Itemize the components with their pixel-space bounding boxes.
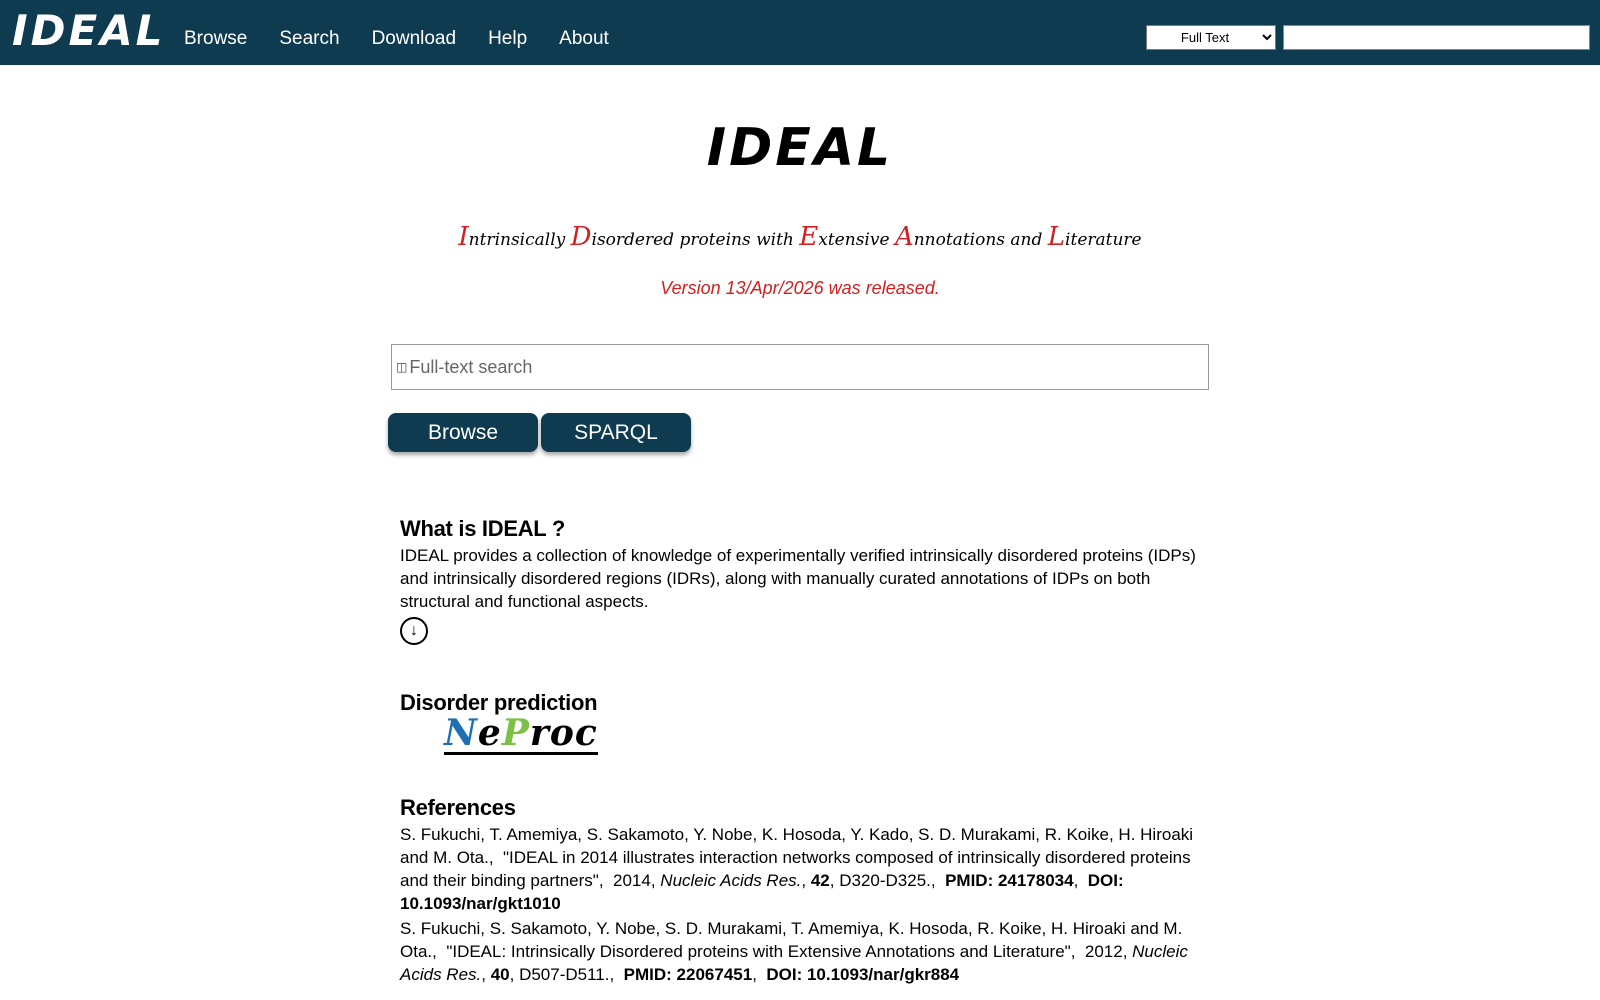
main-nav	[184, 28, 609, 50]
acronym-cap-a: A	[894, 222, 914, 252]
acronym-tagline	[0, 222, 1600, 252]
acronym-word-l: iterature	[1065, 230, 1142, 250]
reference-journal: Nucleic Acids Res.	[400, 942, 1188, 984]
reference-year: 2012,	[1084, 942, 1128, 961]
nav-about[interactable]: About	[559, 28, 609, 49]
reference-pmid-link[interactable]: PMID: 24178034	[945, 871, 1074, 890]
release-notice: Version 13/Apr/2026 was released.	[660, 278, 940, 298]
what-is-text: IDEAL provides a collection of knowledge of experimentally verified intrinsically disordered proteins (IDPs) and intrinsically disordered regions (IDRs), along with manually curated annotations of IDPs on both structural and functional aspects.	[400, 546, 1196, 611]
acronym-word-e: xtensive	[818, 230, 895, 250]
neproc-logo-link[interactable]	[444, 714, 598, 755]
nav-search[interactable]: Search	[279, 28, 340, 49]
reference-year: 2014,	[613, 871, 656, 890]
reference-doi-link[interactable]: DOI: 10.1093/nar/gkr884	[766, 965, 960, 984]
acronym-cap-e: E	[799, 222, 819, 252]
reference-title: "IDEAL: Intrinsically Disordered proteins with Extensive Annotations and Literature",	[446, 942, 1076, 961]
site-logo[interactable]: IDEAL	[12, 6, 166, 55]
acronym-cap-d: D	[570, 222, 592, 252]
nav-download[interactable]: Download	[371, 28, 457, 49]
reference-pages: , D507-D511.,	[509, 965, 615, 984]
browse-button[interactable]: Browse	[388, 413, 538, 452]
neproc-logo-rest: roc	[529, 712, 598, 754]
full-text-search-input[interactable]	[391, 344, 1209, 390]
acronym-word-d: isordered proteins with	[591, 230, 800, 250]
reference-pmid-link[interactable]: PMID: 22067451	[623, 965, 753, 984]
neproc-logo-p: P	[501, 712, 530, 754]
reference-pages: , D320-D325.,	[829, 871, 936, 890]
reference-item: S. Fukuchi, T. Amemiya, S. Sakamoto, Y. Nobe, K. Hosoda, Y. Kado, S. D. Murakami, R. Koike, H. Hiroaki and M. Ota., "IDEAL in 2014 illustrates interaction networks composed of intrinsically disordered proteins and their binding partners", 2014, Nucleic Acids Res., 42, D320-D325., PMID: 24178034, DOI: 10.1093/nar/gkt1010	[400, 825, 1194, 913]
what-is-section	[400, 516, 1200, 645]
reference-volume: 42	[810, 871, 830, 890]
references-title: References	[400, 795, 516, 820]
acronym-word-i: ntrinsically	[468, 230, 571, 250]
search-icon: ◫	[396, 360, 408, 374]
search-type-select[interactable]	[1146, 25, 1276, 50]
disorder-prediction-title: Disorder prediction	[400, 690, 598, 715]
acronym-cap-l: L	[1047, 222, 1066, 252]
search-placeholder: Full-text search	[409, 356, 533, 377]
header-search-input[interactable]	[1283, 25, 1590, 50]
reference-volume: 40	[490, 965, 510, 984]
sparql-button[interactable]: SPARQL	[541, 413, 691, 452]
arrow-down-circle-icon[interactable]: ↓	[400, 617, 428, 645]
neproc-logo-n: N	[444, 712, 478, 754]
reference-authors: S. Fukuchi, T. Amemiya, S. Sakamoto, Y. Nobe, K. Hosoda, Y. Kado, S. D. Murakami, R. Koike, H. Hiroaki and M. Ota.,	[400, 825, 1194, 867]
reference-authors: S. Fukuchi, S. Sakamoto, Y. Nobe, S. D. Murakami, T. Amemiya, K. Hosoda, R. Koike, H. Hiroaki and M. Ota.,	[400, 919, 1183, 961]
what-is-title: What is IDEAL ?	[400, 516, 565, 541]
nav-help[interactable]: Help	[488, 28, 528, 49]
neproc-logo-e: e	[477, 712, 502, 754]
reference-title: "IDEAL in 2014 illustrates interaction networks composed of intrinsically disordered proteins and their binding partners",	[400, 848, 1191, 890]
acronym-word-a: nnotations and	[913, 230, 1048, 250]
top-navigation-bar	[0, 0, 1600, 65]
reference-doi-link[interactable]: DOI: 10.1093/nar/gkt1010	[400, 871, 1124, 913]
reference-journal: Nucleic Acids Res.	[660, 871, 802, 890]
reference-item: S. Fukuchi, S. Sakamoto, Y. Nobe, S. D. Murakami, T. Amemiya, K. Hosoda, R. Koike, H. Hiroaki and M. Ota., "IDEAL: Intrinsically Disordered proteins with Extensive Annotations and Literature", 2012, Nucleic Acids Res., 40, D507-D511., PMID: 22067451, DOI: 10.1093/nar/gkr884	[400, 919, 1188, 984]
references-section	[400, 795, 1200, 986]
nav-browse[interactable]: Browse	[184, 28, 248, 49]
acronym-cap-i: I	[458, 222, 469, 252]
hero-logo: IDEAL	[706, 118, 894, 178]
